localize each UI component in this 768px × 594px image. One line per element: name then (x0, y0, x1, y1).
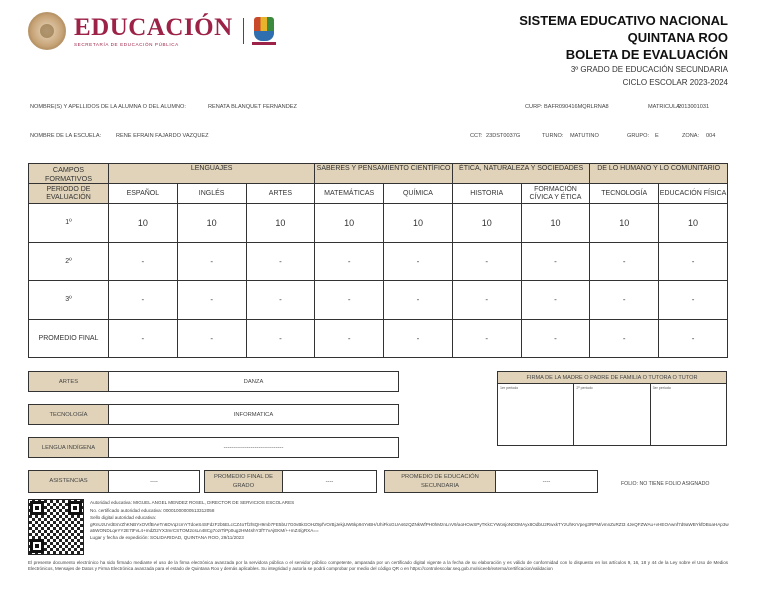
lengua-indigena-label: LENGUA INDÍGENA (29, 438, 109, 457)
grade-cell: - (177, 281, 246, 320)
lugar-fecha-text: Lugar y fecha de expedición: SOLIDARIDAD, QUINTANA ROO, 29/11/2023 (90, 534, 244, 540)
grade-cell: 10 (590, 204, 659, 243)
promedio-grado-box (204, 470, 377, 493)
artes-value: DANZA (243, 378, 264, 385)
sello-label: Sello digital autoridad educativa: (90, 515, 157, 521)
subject-header: HISTORIA (452, 184, 521, 204)
subject-header: MATEMÁTICAS (315, 184, 384, 204)
grade-cell: - (109, 242, 178, 281)
cct-label: CCT: (470, 133, 483, 139)
grade-cell: - (177, 319, 246, 358)
parent-signature-header: FIRMA DE LA MADRE O PADRE DE FAMILIA O TUTORA O TUTOR (498, 372, 726, 384)
logo-main-text: EDUCACIÓN (74, 14, 233, 41)
turno-value: MATUTINO (570, 133, 599, 139)
curp-label: CURP: (525, 104, 543, 110)
asistencias-box (28, 470, 200, 493)
lengua-indigena-value: ------------------------------- (223, 444, 284, 451)
promedio-grado-value: ---- (325, 478, 334, 485)
grades-table (28, 163, 728, 358)
grade-cell: - (315, 281, 384, 320)
area-etica-header: ÉTICA, NATURALEZA Y SOCIEDADES (452, 164, 590, 184)
asistencias-value: ---- (150, 478, 158, 485)
grade-cell: - (246, 242, 315, 281)
grupo-label: GRUPO: (627, 133, 650, 139)
title-state: QUINTANA ROO (627, 30, 728, 45)
area-lenguajes-header: LENGUAJES (109, 164, 315, 184)
matricula-value: 2013001031 (678, 104, 710, 110)
area-saberes-header: SABERES Y PENSAMIENTO CIENTÍFICO (315, 164, 453, 184)
grade-cell: - (452, 242, 521, 281)
promedio-secundaria-value: ---- (542, 478, 551, 485)
period-label: 1º (29, 204, 109, 243)
grade-cell: 10 (315, 204, 384, 243)
zona-value: 004 (706, 133, 716, 139)
asistencias-label: ASISTENCIAS (29, 471, 109, 492)
subject-header: ARTES (246, 184, 315, 204)
signature-period-cell: 2º periodo (574, 384, 650, 446)
grade-cell: - (384, 319, 453, 358)
artes-box (28, 371, 399, 392)
grade-cell: - (109, 319, 178, 358)
digital-signature-info (90, 499, 730, 541)
school-name-value: RENE EFRAIN FAJARDO VAZQUEZ (116, 133, 209, 139)
student-name-label: NOMBRE(S) Y APELLIDOS DE LA ALUMNA O DEL ALUMNO: (30, 104, 186, 110)
logo-area (28, 12, 274, 50)
promedio-grado-label: PROMEDIO FINAL DE GRADO (205, 471, 283, 492)
cycle-label: CICLO ESCOLAR 2023-2024 (622, 78, 728, 87)
grade-cell: - (452, 281, 521, 320)
cct-value: 23DST0037G (486, 133, 521, 139)
grade-cell: - (246, 281, 315, 320)
grade-cell: - (315, 242, 384, 281)
period-label: 3º (29, 281, 109, 320)
grade-cell: 10 (246, 204, 315, 243)
grade-cell: - (659, 242, 728, 281)
title-system: SISTEMA EDUCATIVO NACIONAL (519, 13, 728, 28)
grupo-value: E (655, 133, 659, 139)
grade-cell: 10 (384, 204, 453, 243)
grade-cell: 10 (109, 204, 178, 243)
grade-cell: 10 (452, 204, 521, 243)
certificado-text: No. certificado autoridad educativa: 00001000000513312058 (90, 507, 215, 513)
logo-sub-text: SECRETARÍA DE EDUCACIÓN PÚBLICA (74, 42, 179, 47)
campos-formativos-header: CAMPOS FORMATIVOS (29, 164, 109, 184)
title-boleta: BOLETA DE EVALUACIÓN (565, 47, 728, 62)
zona-label: ZONA: (682, 133, 700, 139)
quintana-roo-shield-icon (254, 17, 274, 45)
tecnologia-box (28, 404, 399, 425)
grade-cell: - (659, 319, 728, 358)
grade-cell: - (659, 281, 728, 320)
area-humano-header: DE LO HUMANO Y LO COMUNITARIO (590, 164, 728, 184)
sello-value: gRnUzUVdEsVZhKNBYxOVtfBAeTn6DVqzcmYTdoeS4SFdzF2b5ELcCZ4oTf2htQH9mb7FE5bU7G0vBkGOHZ9pfVOrBjJekjUW6kp94YvBH/UhiFkxGUAs6zQZNkWfPH0hMznLnV9/aoHOwSPyTKkCYWosjoN0OMAyx8OdbU2RwxkTYzUhKrVpeg3RPM/vmnZuRZt3 4JeQFZWAu+vHEOAwnf7d9aWBYkfDBoaHAp3wa5WONDLqeYY2E7tFvL4+mdZI2YX3mrCSTOM2csLn48Cg7ozrTiPp0ug2HM4shY3fT7vAjEKM/++mZ4/gRXA== (90, 521, 729, 533)
subject-header: EDUCACIÓN FÍSICA (659, 184, 728, 204)
table-row (29, 281, 728, 320)
national-seal-icon (28, 12, 66, 50)
table-header-areas (29, 164, 728, 184)
table-row (29, 319, 728, 358)
signature-period-cell: 1er periodo (498, 384, 574, 446)
grade-cell: - (590, 242, 659, 281)
artes-label: ARTES (29, 372, 109, 391)
table-header-subjects (29, 184, 728, 204)
signature-period-cell: 3er periodo (652, 386, 671, 390)
folio-text: FOLIO: NO TIENE FOLIO ASIGNADO (621, 481, 710, 487)
subject-header: INGLÉS (177, 184, 246, 204)
tecnologia-value: INFORMATICA (233, 411, 274, 418)
grade-cell: - (384, 242, 453, 281)
grade-cell: 10 (521, 204, 590, 243)
grade-cell: - (590, 281, 659, 320)
legal-footer: El presente documento electrónico ha sido firmado mediante el uso de la firma electrónica avanzada por la servidora pública o el servidor público competente, amparada por un certificado digital vigente a la fecha de su elaboración y es válido de conformidad con lo dispuesto en los artículos 9, 16, 18 y 44 de la Ley sobre el Uso de Medios Electrónicos, Mensajes de Datos y Firma Electrónica avanzada para el estado de Quintana Roo y demás aplicables. Su integridad y autoría se podrá comprobar por medio del código QR o en https://controlescolar.seq.gob.mx/siceeb/externa/certificacion/validacion (28, 560, 728, 572)
subject-header: ESPAÑOL (109, 184, 178, 204)
tecnologia-label: TECNOLOGÍA (29, 405, 109, 424)
turno-label: TURNO: (542, 133, 564, 139)
school-name-label: NOMBRE DE LA ESCUELA: (30, 133, 102, 139)
matricula-label: MATRICULA: (648, 104, 682, 110)
lengua-indigena-box (28, 437, 399, 458)
grade-cell: - (521, 242, 590, 281)
grade-cell: - (109, 281, 178, 320)
subject-header: TECNOLOGÍA (590, 184, 659, 204)
period-label: PROMEDIO FINAL (29, 319, 109, 358)
curp-value: BAFR090416MQRLRNA8 (544, 104, 609, 110)
grade-cell: - (177, 242, 246, 281)
sep-logo (74, 15, 233, 47)
autoridad-text: Autoridad educativa: MIGUEL ANGEL MENDEZ ROSEL, DIRECTOR DE SERVICIOS ESCOLARES (90, 500, 295, 505)
promedio-secundaria-box (384, 470, 598, 493)
table-row (29, 242, 728, 281)
grade-cell: - (521, 281, 590, 320)
promedio-secundaria-label: PROMEDIO DE EDUCACIÓN SECUNDARIA (385, 471, 496, 492)
grade-cell: - (246, 319, 315, 358)
student-name-value: RENATA BLANQUET FERNANDEZ (208, 104, 297, 110)
period-label: 2º (29, 242, 109, 281)
grade-cell: - (521, 319, 590, 358)
grade-cell: - (590, 319, 659, 358)
logo-divider (243, 18, 244, 44)
grade-cell: - (315, 319, 384, 358)
grade-cell: - (384, 281, 453, 320)
grade-cell: 10 (177, 204, 246, 243)
grade-cell: - (452, 319, 521, 358)
document-title-block (519, 12, 728, 89)
table-row (29, 204, 728, 243)
grade-cell: 10 (659, 204, 728, 243)
subject-header: QUÍMICA (384, 184, 453, 204)
grade-label: 3º GRADO DE EDUCACIÓN SECUNDARIA (570, 65, 728, 74)
subject-header: FORMACIÓN CÍVICA Y ÉTICA (521, 184, 590, 204)
verification-qr-code[interactable] (28, 499, 84, 555)
periodo-header: PERIODO DE EVALUACIÓN (29, 184, 109, 204)
parent-signature-box (497, 371, 727, 446)
